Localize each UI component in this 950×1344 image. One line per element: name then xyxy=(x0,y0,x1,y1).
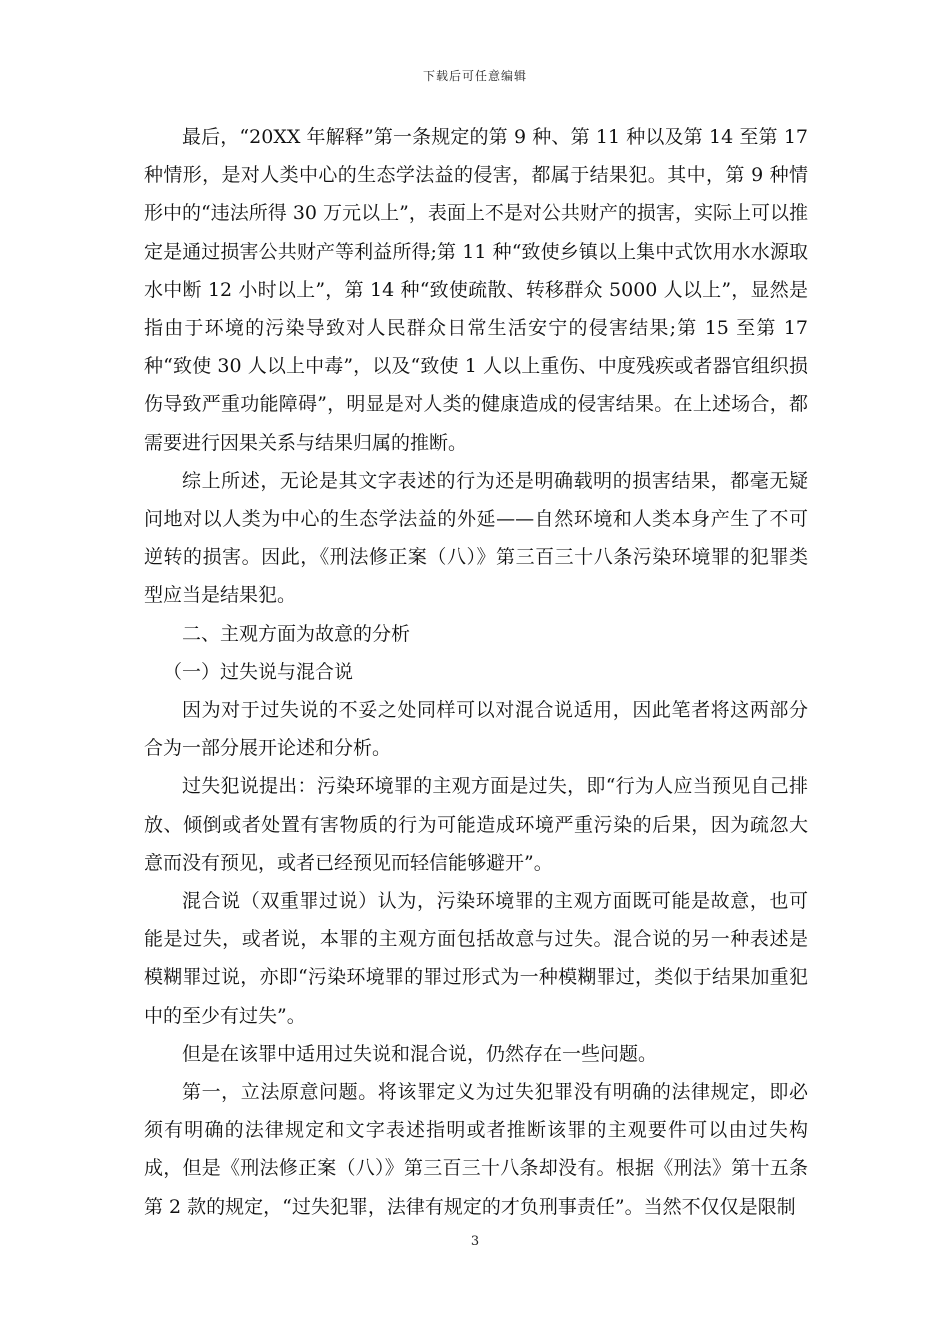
paragraph-negligence-theory: 过失犯说提出：污染环境罪的主观方面是过失，即“行为人应当预见自己排放、倾倒或者处置有害物质的行为可能造成环境严重污染的后果，因为疏忽大意而没有预见，或者已经预见而轻信能够避开”。 xyxy=(144,775,808,874)
section-heading: 二、主观方面为故意的分析 xyxy=(182,622,411,645)
paragraph-intro: 因为对于过失说的不妥之处同样可以对混合说适用，因此笔者将这两部分合为一部分展开论述和分析。 xyxy=(144,699,808,760)
page-header: 下载后可任意编辑 xyxy=(422,69,527,83)
document-body xyxy=(144,118,808,1226)
paragraph-conclusion-result-crimes: 最后，“20XX 年解释”第一条规定的第 9 种、第 11 种以及第 14 至第 17 种情形，是对人类中心的生态学法益的侵害，都属于结果犯。其中，第 9 种情形中的“违法所得 30 万元以上”，表面上不是对公共财产的损害，实际上可以推定是通过损害公共财产等利益所得;第 11 种“致使乡镇以上集中式饮用水水源取水中断 12 小时以上”，第 14 种“致使疏散、转移群众 5000 人以上”，显然是指由于环境的污染导致对人民群众日常生活安宁的侵害结果;第 15 至第 17 种“致使 30 人以上中毒”，以及“致使 1 人以上重伤、中度残疾或者器官组织损伤导致严重功能障碍”，明显是对人类的健康造成的侵害结果。在上述场合，都需要进行因果关系与结果归属的推断。 xyxy=(144,126,808,454)
paragraph-first-issue: 第一，立法原意问题。将该罪定义为过失犯罪没有明确的法律规定，即必须有明确的法律规定和文字表述指明或者推断该罪的主观要件可以由过失构成，但是《刑法修正案（八）》第三百三十八条却没有。根据《刑法》第十五条第 2 款的规定，“过失犯罪，法律有规定的才负刑事责任”。当然不仅仅是限制 xyxy=(144,1081,808,1218)
subsection-heading: （一）过失说与混合说 xyxy=(163,660,354,683)
paragraph-summary: 综上所述，无论是其文字表述的行为还是明确载明的损害结果，都毫无疑问地对以人类为中心的生态学法益的外延——自然环境和人类本身产生了不可逆转的损害。因此，《刑法修正案（八）》第三百三十八条污染环境罪的犯罪类型应当是结果犯。 xyxy=(144,469,808,607)
page-number: 3 xyxy=(470,1234,480,1249)
paragraph-mixed-theory: 混合说（双重罪过说）认为，污染环境罪的主观方面既可能是故意，也可能是过失，或者说，本罪的主观方面包括故意与过失。混合说的另一种表述是模糊罪过说，亦即“污染环境罪的罪过形式为一种模糊罪过，类似于结果加重犯中的至少有过失”。 xyxy=(144,890,808,1027)
paragraph-problems: 但是在该罪中适用过失说和混合说，仍然存在一些问题。 xyxy=(182,1042,658,1065)
